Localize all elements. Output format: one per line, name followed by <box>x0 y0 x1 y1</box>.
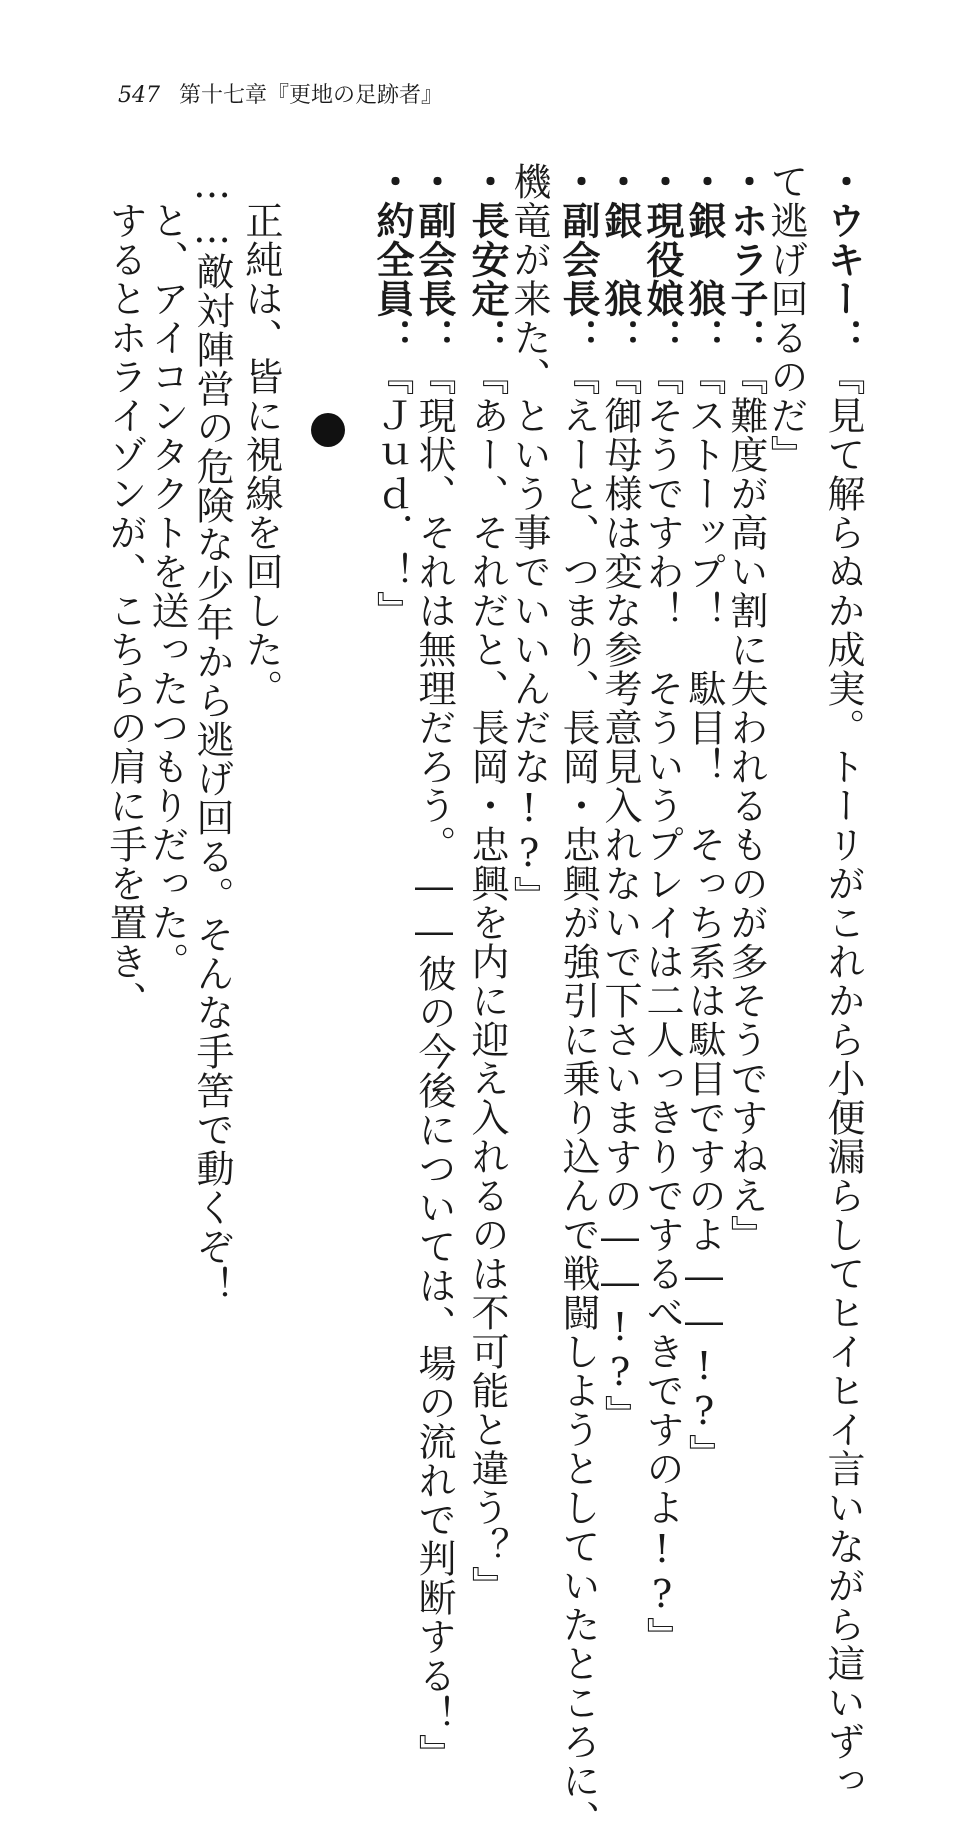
dialogue-line <box>641 162 683 1656</box>
dialogue-text: 『御母様は変な参考意見入れないで下さいますの――!?』 <box>598 357 642 1434</box>
speaker-colon: ： <box>598 318 642 357</box>
dialogue-text: て逃げ回るのだ』 <box>764 162 808 474</box>
narration-line <box>240 162 282 708</box>
bullet: ・ <box>465 162 509 201</box>
dialogue-text: 『現状、それは無理だろう。――彼の今後については、場の流れで判断する！』 <box>412 357 456 1773</box>
page-header <box>118 78 443 109</box>
narration-line <box>191 162 233 1305</box>
dialogue-text: 『あー、それだと、長岡・忠興を内に迎え入れるのは不可能と違う？』 <box>465 357 509 1605</box>
bullet: ・ <box>640 162 684 201</box>
speaker-name: 約全員 <box>370 201 414 318</box>
narration-text: 正純は、皆に視線を回した。 <box>239 162 283 708</box>
bullet: ・ <box>556 162 600 201</box>
dialogue-line <box>822 162 864 1800</box>
page-number: 547 <box>118 83 160 108</box>
scene-break-dot <box>311 413 345 447</box>
dialogue-text: 『Ｊｕｄ．！』 <box>370 357 414 630</box>
dialogue-line <box>413 162 455 1773</box>
speaker-name: 副会長 <box>412 201 456 318</box>
speaker-name: 副会長 <box>556 201 600 318</box>
speaker-colon: ： <box>465 318 509 357</box>
dialogue-text: 『難度が高い割に失われるものが多そうですねえ』 <box>724 357 768 1254</box>
dialogue-line <box>599 162 641 1434</box>
speaker-colon: ： <box>724 318 768 357</box>
bullet: ・ <box>598 162 642 201</box>
dialogue-line <box>725 162 767 1254</box>
dialogue-text: 『えーと、つまり、長岡・忠興が強引に乗り込んで戦闘しようとしていたところに、 <box>556 357 600 1839</box>
narration-line <box>146 162 188 981</box>
speaker-colon: ： <box>682 318 726 357</box>
bullet: ・ <box>724 162 768 201</box>
speaker-colon: ： <box>370 318 414 357</box>
speaker-name: ホラ子 <box>724 201 768 318</box>
dialogue-line <box>371 162 413 630</box>
bullet: ・ <box>821 162 865 201</box>
bullet: ・ <box>412 162 456 201</box>
speaker-name: 現役娘 <box>640 201 684 318</box>
dialogue-line <box>557 162 599 1839</box>
speaker-name: 銀 狼 <box>682 201 726 318</box>
dialogue-line <box>466 162 508 1605</box>
narration-text: するとホライゾンが、こちらの肩に手を置き、 <box>103 162 147 1020</box>
bullet: ・ <box>682 162 726 201</box>
dialogue-continuation <box>765 162 807 474</box>
chapter-title: 第十七章『更地の足跡者』 <box>179 83 444 108</box>
dialogue-text: 『ストーップ！ 駄目！ そっち系は駄目ですのよ――!?』 <box>682 357 726 1473</box>
dialogue-text: 『そうですわ！ そういうプレイは二人っきりでするべきですのよ!?』 <box>640 357 684 1656</box>
speaker-colon: ： <box>821 318 865 357</box>
dialogue-text: 機竜が来た、という事でいいんだな!?』 <box>507 162 551 915</box>
dialogue-continuation <box>508 162 550 915</box>
speaker-colon: ： <box>640 318 684 357</box>
narration-text: ……敵対陣営の危険な少年から逃げ回る。そんな手筈で動くぞ！ <box>190 162 234 1305</box>
dialogue-text: 『見て解らぬか成実。トーリがこれから小便漏らしてヒイヒイ言いながら這いずっ <box>821 357 865 1800</box>
speaker-colon: ： <box>412 318 456 357</box>
speaker-name: ウキー <box>821 201 865 318</box>
speaker-name: 長安定 <box>465 201 509 318</box>
speaker-name: 銀 狼 <box>598 201 642 318</box>
narration-text: と、アイコンタクトを送ったつもりだった。 <box>145 162 189 981</box>
speaker-colon: ： <box>556 318 600 357</box>
narration-line <box>104 162 146 1020</box>
dialogue-line <box>683 162 725 1473</box>
bullet: ・ <box>370 162 414 201</box>
